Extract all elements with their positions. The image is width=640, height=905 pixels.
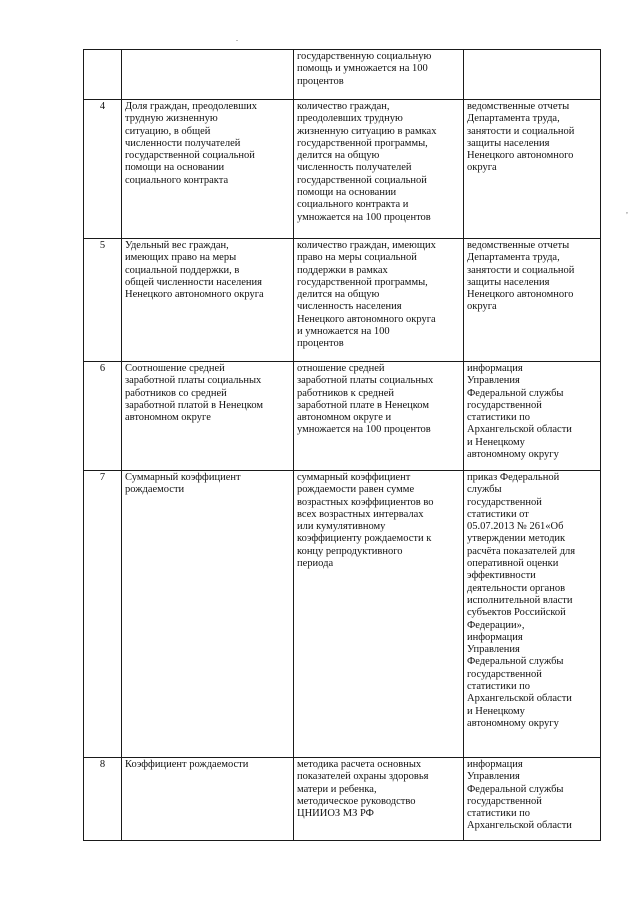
row-number: 4 <box>84 100 122 239</box>
page-mark: . <box>236 34 238 43</box>
calculation-method: суммарный коэффициент рождаемости равен сумме возрастных коэффициентов во всех возрастных интервалах или кумулятивному коэффициенту рождаемости к концу репродуктивного периода <box>294 471 464 758</box>
table-row <box>84 471 601 758</box>
side-mark: , <box>626 206 628 215</box>
indicator-name: Суммарный коэффициент рождаемости <box>122 471 294 758</box>
indicator-name <box>122 50 294 100</box>
table-row <box>84 758 601 841</box>
data-source <box>464 50 601 100</box>
calculation-method: методика расчета основных показателей охраны здоровья матери и ребенка, методическое руководство ЦНИИОЗ МЗ РФ <box>294 758 464 841</box>
table-row <box>84 100 601 239</box>
row-number: 6 <box>84 362 122 471</box>
data-source: информация Управления Федеральной службы государственной статистики по Архангельской области <box>464 758 601 841</box>
data-source: ведомственные отчеты Департамента труда, занятости и социальной защиты населения Ненецкого автономного округа <box>464 100 601 239</box>
table-row <box>84 239 601 362</box>
calculation-method: государственную социальную помощь и умножается на 100 процентов <box>294 50 464 100</box>
data-source: приказ Федеральной службы государственной статистики от 05.07.2013 № 261«Об утверждении методик расчёта показателей для оперативной оценки эффективности деятельности органов исполнительной власти субъектов Российской Федерации», информация Управления Федеральной службы государственной статистики по Архангельской области и Ненецкому автономному округу <box>464 471 601 758</box>
data-source: информация Управления Федеральной службы государственной статистики по Архангельской области и Ненецкому автономному округу <box>464 362 601 471</box>
data-source: ведомственные отчеты Департамента труда, занятости и социальной защиты населения Ненецкого автономного округа <box>464 239 601 362</box>
row-number: 7 <box>84 471 122 758</box>
row-number: 5 <box>84 239 122 362</box>
indicators-table <box>83 49 601 841</box>
indicator-name: Удельный вес граждан, имеющих право на меры социальной поддержки, в общей численности населения Ненецкого автономного округа <box>122 239 294 362</box>
calculation-method: количество граждан, преодолевших трудную жизненную ситуацию в рамках государственной программы, делится на общую численность получателей государственной социальной помощи на основании социального контракта и умножается на 100 процентов <box>294 100 464 239</box>
table-row <box>84 362 601 471</box>
calculation-method: количество граждан, имеющих право на меры социальной поддержки в рамках государственной программы, делится на общую численность населения Ненецкого автономного округа и умножается на 100 процентов <box>294 239 464 362</box>
row-number <box>84 50 122 100</box>
indicator-name: Соотношение средней заработной платы социальных работников со средней заработной платой в Ненецком автономном округе <box>122 362 294 471</box>
table-row <box>84 50 601 100</box>
row-number: 8 <box>84 758 122 841</box>
calculation-method: отношение средней заработной платы социальных работников к средней заработной плате в Ненецком автономном округе и умножается на 100 процентов <box>294 362 464 471</box>
indicator-name: Коэффициент рождаемости <box>122 758 294 841</box>
indicator-name: Доля граждан, преодолевших трудную жизненную ситуацию, в общей численности получателей государственной социальной помощи на основании социального контракта <box>122 100 294 239</box>
